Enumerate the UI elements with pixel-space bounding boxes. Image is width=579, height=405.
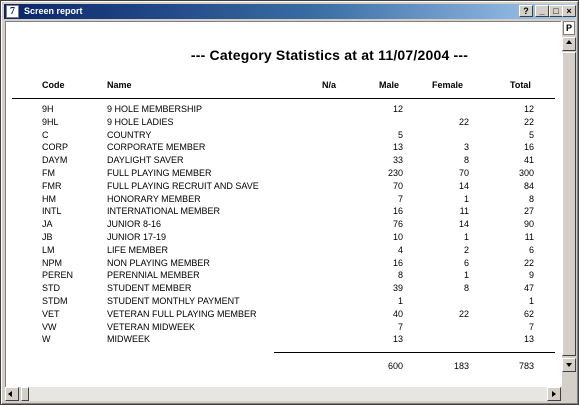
cell-code: 9H bbox=[42, 104, 54, 114]
cell-total: 16 bbox=[523, 142, 534, 153]
table-row bbox=[6, 244, 561, 257]
cell-total: 62 bbox=[523, 308, 534, 319]
horizontal-scroll-thumb[interactable] bbox=[21, 387, 29, 401]
cell-total: 300 bbox=[518, 167, 534, 178]
report-rows bbox=[6, 103, 561, 346]
arrow-down-icon bbox=[566, 363, 572, 367]
app-icon[interactable]: 7 bbox=[6, 5, 19, 18]
cell-total: 1 bbox=[528, 295, 534, 306]
cell-male: 13 bbox=[392, 334, 403, 345]
table-row bbox=[6, 333, 561, 346]
vertical-scrollbar[interactable] bbox=[561, 21, 576, 386]
cell-female: 1 bbox=[463, 193, 469, 204]
cell-female: 1 bbox=[463, 231, 469, 242]
horizontal-scrollbar[interactable] bbox=[5, 387, 561, 401]
cell-name: FULL PLAYING MEMBER bbox=[107, 167, 212, 178]
cell-code: FM bbox=[42, 167, 55, 178]
cell-total: 27 bbox=[523, 206, 534, 217]
cell-name: FULL PLAYING RECRUIT AND SAVE bbox=[107, 180, 259, 191]
total-all: 783 bbox=[518, 361, 534, 371]
total-male: 600 bbox=[387, 361, 403, 371]
cell-code: CORP bbox=[42, 142, 69, 153]
cell-male: 39 bbox=[392, 283, 403, 294]
arrow-up-icon bbox=[566, 40, 572, 44]
cell-female: 22 bbox=[458, 308, 469, 319]
cell-name: MIDWEEK bbox=[107, 334, 151, 345]
cell-total: 41 bbox=[523, 155, 534, 166]
table-row bbox=[6, 103, 561, 116]
cell-total: 5 bbox=[528, 129, 534, 140]
cell-name: STUDENT MEMBER bbox=[107, 283, 192, 294]
table-row bbox=[6, 193, 561, 206]
table-row bbox=[6, 321, 561, 334]
cell-code: STDM bbox=[42, 295, 68, 306]
column-header-na: N/a bbox=[322, 80, 337, 90]
cell-male: 76 bbox=[392, 219, 403, 230]
cell-female: 11 bbox=[459, 206, 469, 217]
scroll-down-button[interactable] bbox=[562, 358, 576, 372]
table-row bbox=[6, 180, 561, 193]
cell-female: 2 bbox=[463, 244, 469, 255]
table-row bbox=[6, 141, 561, 154]
cell-total: 8 bbox=[528, 193, 534, 204]
cell-name: LIFE MEMBER bbox=[107, 244, 169, 255]
total-female: 183 bbox=[453, 361, 469, 371]
cell-total: 11 bbox=[524, 231, 534, 242]
report-view bbox=[5, 21, 561, 387]
scroll-left-button[interactable] bbox=[5, 387, 19, 401]
close-button[interactable]: × bbox=[562, 5, 576, 17]
cell-female: 14 bbox=[458, 219, 469, 230]
cell-code: INTL bbox=[42, 206, 62, 217]
cell-male: 16 bbox=[392, 257, 403, 268]
cell-name: 9 HOLE LADIES bbox=[107, 116, 174, 127]
cell-code: LM bbox=[42, 244, 55, 255]
cell-code: JB bbox=[42, 231, 53, 242]
window-title: Screen report bbox=[24, 6, 83, 16]
cell-code: JA bbox=[42, 219, 53, 230]
column-header-name: Name bbox=[107, 80, 132, 90]
column-header-male: Male bbox=[379, 80, 400, 90]
table-row bbox=[6, 269, 561, 282]
cell-male: 7 bbox=[397, 193, 403, 204]
cell-name: VETERAN FULL PLAYING MEMBER bbox=[107, 308, 257, 319]
scroll-right-button[interactable] bbox=[547, 387, 561, 401]
header-divider bbox=[12, 98, 555, 99]
table-row bbox=[6, 167, 561, 180]
cell-male: 33 bbox=[392, 155, 403, 166]
table-row bbox=[6, 231, 561, 244]
cell-code: W bbox=[42, 334, 51, 345]
vertical-scroll-thumb[interactable] bbox=[562, 52, 576, 356]
table-row bbox=[6, 129, 561, 142]
cell-male: 5 bbox=[397, 129, 403, 140]
cell-female: 3 bbox=[463, 142, 469, 153]
column-header-female: Female bbox=[432, 80, 464, 90]
cell-female: 70 bbox=[458, 167, 469, 178]
cell-female: 22 bbox=[458, 116, 469, 127]
maximize-button[interactable]: □ bbox=[549, 5, 563, 17]
totals-row bbox=[6, 360, 561, 372]
cell-male: 10 bbox=[392, 231, 403, 242]
cell-code: STD bbox=[42, 283, 60, 294]
cell-code: NPM bbox=[42, 257, 62, 268]
cell-name: NON PLAYING MEMBER bbox=[107, 257, 210, 268]
page-marker[interactable]: P bbox=[563, 21, 575, 35]
cell-total: 12 bbox=[523, 104, 534, 114]
cell-name: HONORARY MEMBER bbox=[107, 193, 201, 204]
cell-total: 84 bbox=[523, 180, 534, 191]
cell-male: 13 bbox=[392, 142, 403, 153]
table-row bbox=[6, 282, 561, 295]
cell-male: 70 bbox=[392, 180, 403, 191]
cell-total: 13 bbox=[523, 334, 534, 345]
cell-code: FMR bbox=[42, 180, 62, 191]
cell-male: 1 bbox=[397, 295, 403, 306]
cell-code: VW bbox=[42, 321, 57, 332]
cell-male: 7 bbox=[397, 321, 403, 332]
cell-name: COUNTRY bbox=[107, 129, 152, 140]
help-button[interactable]: ? bbox=[519, 5, 533, 17]
cell-female: 14 bbox=[458, 180, 469, 191]
cell-total: 9 bbox=[528, 270, 534, 281]
cell-code: 9HL bbox=[42, 116, 59, 127]
cell-female: 6 bbox=[463, 257, 469, 268]
cell-name: CORPORATE MEMBER bbox=[107, 142, 206, 153]
cell-total: 47 bbox=[523, 283, 534, 294]
table-row bbox=[6, 116, 561, 129]
column-header-code: Code bbox=[42, 80, 65, 90]
cell-name: STUDENT MONTHLY PAYMENT bbox=[107, 295, 240, 306]
cell-female: 1 bbox=[463, 270, 469, 281]
arrow-left-icon bbox=[8, 391, 12, 397]
cell-male: 230 bbox=[387, 167, 403, 178]
cell-female: 8 bbox=[463, 283, 469, 294]
cell-code: HM bbox=[42, 193, 56, 204]
cell-name: DAYLIGHT SAVER bbox=[107, 155, 184, 166]
cell-total: 22 bbox=[523, 257, 534, 268]
arrow-right-icon bbox=[552, 391, 556, 397]
table-row bbox=[6, 218, 561, 231]
column-header-total: Total bbox=[510, 80, 531, 90]
cell-total: 6 bbox=[528, 244, 534, 255]
cell-name: JUNIOR 8-16 bbox=[107, 219, 162, 230]
table-row bbox=[6, 308, 561, 321]
report-title: --- Category Statistics at at 11/07/2004 --- bbox=[190, 47, 469, 63]
cell-name: PERENNIAL MEMBER bbox=[107, 270, 200, 281]
cell-code: DAYM bbox=[42, 155, 68, 166]
title-bar[interactable] bbox=[4, 4, 575, 19]
table-row bbox=[6, 154, 561, 167]
cell-name: INTERNATIONAL MEMBER bbox=[107, 206, 221, 217]
cell-name: 9 HOLE MEMBERSHIP bbox=[107, 104, 203, 114]
cell-total: 22 bbox=[523, 116, 534, 127]
report-title-container bbox=[6, 47, 561, 63]
cell-code: C bbox=[42, 129, 49, 140]
cell-total: 7 bbox=[528, 321, 534, 332]
cell-male: 16 bbox=[392, 206, 403, 217]
cell-code: PEREN bbox=[42, 270, 74, 281]
table-row bbox=[6, 257, 561, 270]
horizontal-scroll-track[interactable] bbox=[29, 387, 547, 401]
cell-total: 90 bbox=[523, 219, 534, 230]
cell-male: 12 bbox=[392, 104, 403, 114]
cell-male: 8 bbox=[397, 270, 403, 281]
table-row bbox=[6, 295, 561, 308]
cell-female: 8 bbox=[463, 155, 469, 166]
cell-male: 4 bbox=[397, 244, 403, 255]
minimize-button[interactable]: _ bbox=[535, 5, 549, 17]
scroll-up-button[interactable] bbox=[562, 37, 576, 51]
cell-male: 40 bbox=[392, 308, 403, 319]
cell-code: VET bbox=[42, 308, 60, 319]
size-grip[interactable] bbox=[562, 388, 575, 401]
totals-divider bbox=[274, 352, 555, 353]
cell-name: JUNIOR 17-19 bbox=[107, 231, 167, 242]
cell-name: VETERAN MIDWEEK bbox=[107, 321, 196, 332]
table-row bbox=[6, 205, 561, 218]
